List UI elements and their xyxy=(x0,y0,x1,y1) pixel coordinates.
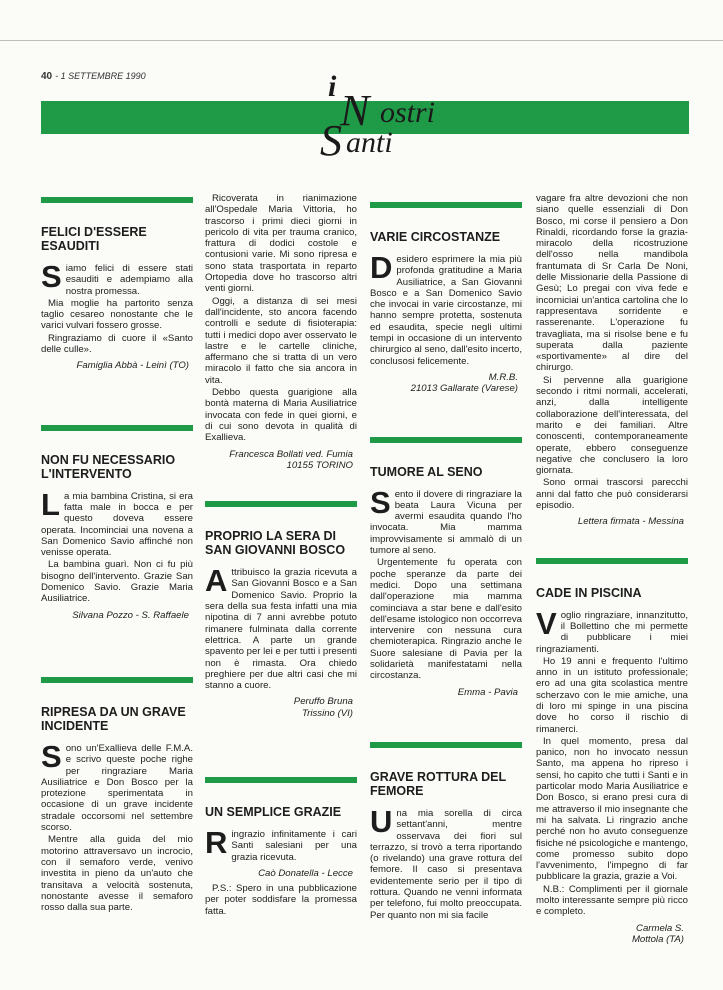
logo-part-n: N xyxy=(340,86,370,135)
article-proprio-la-sera xyxy=(205,529,357,719)
article-paragraph: Siamo felici di essere stati esauditi e adempiamo alla nostra promessa. xyxy=(41,259,193,297)
article-signature: Lettera firmata - Messina xyxy=(577,516,684,528)
article-tumore-al-seno xyxy=(370,465,522,698)
article-paragraph: Sono un'Exallieva delle F.M.A. e scrivo queste poche righe per ringraziare Maria Ausiliatrice e Don Bosco per la protezione sperimentata in occasione di un grave incidente stradale occorsomi nel settembre scorso. xyxy=(41,738,193,834)
article-paragraph: Ringrazio infinitamente i cari Santi salesiani per una grazia ricevuta. xyxy=(205,824,357,863)
article-felici xyxy=(41,225,193,372)
drop-cap: S xyxy=(41,259,62,294)
article-paragraph: La mia bambina Cristina, si era fatta male in bocca e per questo doveva essere operata. Incominciai una novena a San Domenico Savio affinché non venisse operata. xyxy=(41,486,193,559)
section-bar xyxy=(41,425,193,431)
column-2 xyxy=(205,193,357,918)
article-paragraph: Una mia sorella di circa settant'anni, mentre osservava dei fiori sul terrazzo, si trovò a terra riportando (o rivelando) una grave rottura del femore. Il caso si presentava evidentemente serio per il tipo di rottura. Quando ne venni informata per telefono, fui molto preoccupata. Per quanto non mi sia facile xyxy=(370,803,522,921)
article-paragraph: Ringraziamo di cuore il «Santo delle culle». xyxy=(41,332,193,356)
article-ripresa xyxy=(41,705,193,913)
section-bar xyxy=(370,437,522,443)
article-title: VARIE CIRCOSTANZE xyxy=(370,230,501,244)
section-bar xyxy=(370,742,522,748)
article-signature: Peruffo Bruna xyxy=(293,696,353,708)
article-paragraph: La bambina guarì. Non ci fu più bisogno dell'intervento. Grazie San Domenico Savio. Grazie Maria Ausiliatrice. xyxy=(41,559,193,605)
article-paragraph: Urgentemente fu operata con poche speranze da parte dei medici. Dopo una settimana dall'operazione mia mamma cominciava a star bene e dall'esito dell'esame istologico non occorreva intervenire con nessuna cura chemioterapica. Ringrazio anche le Suore salesiane di Pavia per la solidarietà manifestatami nella circostanza. xyxy=(370,557,522,682)
article-signature: Carmela S. xyxy=(636,922,684,934)
article-signature: Mottola (TA) xyxy=(631,933,684,945)
drop-cap: U xyxy=(370,803,393,839)
column-1 xyxy=(41,197,193,914)
article-grave-rottura-continued xyxy=(536,193,688,528)
article-postscript: P.S.: Spero in una pubblicazione per poter soddisfare la promessa fatta. xyxy=(205,883,357,917)
article-signature: M.R.B. xyxy=(488,371,518,383)
article-paragraph: vagare fra altre devozioni che non siano quelle essenziali di Don Bosco, mi corse il pensiero a Don Rinaldi, ricordando forse la grazia-miracolo della ricostruzione dell'osso nella mandibola frantumata di Sr Carla De Noni, delle Missionarie della Passione di Gesù; Lo pregai con viva fede e incorniciai un'antica cartolina che lo rappresentava sorridente e rasserenante. L'operazione fu travagliata, ma si risolse bene e fu superata dalla paziente «sportivamente» al dire del chirurgo. xyxy=(536,193,688,374)
section-bar xyxy=(41,197,193,203)
top-rule xyxy=(0,40,723,41)
article-paragraph: Mia moglie ha partorito senza taglio cesareo nonostante che le varici vulvari fossero grosse. xyxy=(41,297,193,332)
column-4 xyxy=(536,193,688,945)
article-paragraph: Desidero esprimere la mia più profonda gratitudine a Maria Ausiliatrice, a San Giovanni Bosco e a San Domenico Savio che invocai in varie circostanze, mi hanno sempre protetta, sostenuta ed esaudita, specie negli ultimi tempi in occasione di un intervento chirurgico al seno, dall'esito incerto, conclusosi felicemente. xyxy=(370,250,522,367)
article-non-fu-necessario xyxy=(41,453,193,621)
page-info xyxy=(41,71,146,82)
article-varie-circostanze xyxy=(370,230,522,395)
article-title: NON FU NECESSARIO L'INTERVENTO xyxy=(41,452,176,481)
drop-cap: V xyxy=(536,605,557,641)
article-paragraph: Ricoverata in rianimazione all'Ospedale Maria Vittoria, ho trascorso i primi dieci giorni in pericolo di vita per trauma cranico, frattura di dodici costole e contusioni varie. Mi sono ripresa e sono stata trasportata in reparto Ortopedia dove ho trascorso altri venti giorni. xyxy=(205,193,357,295)
article-title: GRAVE ROTTURA DEL FEMORE xyxy=(370,769,506,798)
article-grave-rottura xyxy=(370,770,522,921)
drop-cap: D xyxy=(370,250,393,285)
drop-cap: R xyxy=(205,824,228,860)
section-logo xyxy=(318,72,450,164)
article-cade-in-piscina xyxy=(536,586,688,946)
article-un-semplice-grazie xyxy=(205,805,357,917)
article-paragraph: Mentre alla guida del mio motorino attraversavo un incrocio, con il semaforo verde, venivo investita in pieno da un'auto che transitava a velocità sostenuta, nonostante avesse il semaforo rosso dalla sua parte. xyxy=(41,834,193,914)
article-ripresa-continued xyxy=(205,193,357,471)
article-signature: Francesca Bollati ved. Fumia xyxy=(229,448,353,460)
section-bar xyxy=(370,202,522,208)
issue-date: - 1 SETTEMBRE 1990 xyxy=(55,71,146,81)
section-bar xyxy=(41,677,193,683)
page-number: 40 xyxy=(41,71,53,82)
drop-cap: L xyxy=(41,486,60,522)
article-signature: Trissino (VI) xyxy=(302,707,353,719)
article-title: UN SEMPLICE GRAZIE xyxy=(205,804,342,819)
article-title: RIPRESA DA UN GRAVE INCIDENTE xyxy=(41,704,186,733)
article-paragraph: Sento il dovere di ringraziare la beata Laura Vicuna per avermi esaudita quando l'ho invocata. Mia mamma improvvisamente si ammalò di un tumore al seno. xyxy=(370,484,522,557)
article-paragraph: Voglio ringraziare, innanzitutto, il Bollettino che mi permette di pubblicare i miei ringraziamenti. xyxy=(536,605,688,655)
article-signature: 21013 Gallarate (Varese) xyxy=(410,383,518,395)
article-signature: Silvana Pozzo - S. Raffaele xyxy=(72,609,189,621)
section-bar xyxy=(536,558,688,564)
drop-cap: S xyxy=(370,484,391,520)
article-paragraph: N.B.: Complimenti per il giornale molto interessante sempre più ricco e completo. xyxy=(536,883,688,918)
article-paragraph: In quel momento, presa dal panico, non ho invocato nessun Santo, ma appena ho ripreso i sensi, ho capito che tutti i Santi e in particolar modo Maria Ausiliatrice e Don Bosco, si erano presi cura di me attraverso il mio insegnante che mi ha salvata. Li ringrazio anche perché non ho avuto conseguenze fisiche né psicologiche e mantengo, come promesso subito dopo l'avvenimento, l'impegno di far pubblicare la grazia, grazie a Voi. xyxy=(536,735,688,883)
article-paragraph: Ho 19 anni e frequento l'ultimo anno in un istituto professionale; ero ad una gita scolastica mentre scherzavo con le mie amiche, una di loro mi spinge in una piscina dove ho corso il rischio di rimanerci. xyxy=(536,655,688,735)
article-signature: 10155 TORINO xyxy=(286,459,353,471)
article-signature: Caò Donatella - Lecce xyxy=(258,867,353,879)
logo-part-i: i xyxy=(328,70,337,103)
article-paragraph: Si pervenne alla guarigione secondo i ritmi normali, accelerati, anzi, dalla intelligente collaborazione dell'interessata, del marito e dei familiari. Altre conoscenti, contemporaneamente operate, ebbero conseguenze negative che conclusero la loro giornata. xyxy=(536,374,688,477)
article-signature: Emma - Pavia xyxy=(457,686,518,698)
article-title: CADE IN PISCINA xyxy=(536,585,642,600)
article-paragraph: Sono ormai trascorsi parecchi anni dal fatto che può considerarsi episodio. xyxy=(536,477,688,512)
logo-part-ostri: ostri xyxy=(380,96,436,129)
article-paragraph: Attribuisco la grazia ricevuta a San Giovanni Bosco e a San Domenico Savio. Proprio la sera della sua festa infatti una mia nipotina di 7 anni avrebbe potuto rimanere fulminata dalla corrente elettrica. A parte un grande spavento per lei e per tutti i presenti non è rimasta. Ora chiedo preghiere per due altri casi che mi stanno a cuore. xyxy=(205,563,357,692)
article-paragraph: Debbo questa guarigione alla bontà materna di Maria Ausiliatrice invocata con fede in quei giorni, e di cui sono devota in qualità di Exallieva. xyxy=(205,387,357,444)
article-signature: Famiglia Abbà - Leinì (TO) xyxy=(76,360,189,372)
logo-part-s: S xyxy=(320,116,342,165)
section-bar xyxy=(205,777,357,783)
drop-cap: S xyxy=(41,738,62,774)
drop-cap: A xyxy=(205,563,228,599)
section-bar xyxy=(205,501,357,507)
article-paragraph: Oggi, a distanza di sei mesi dall'incidente, sto ancora facendo controlli e sedute di fisioterapia: tutti i medici dopo aver osservato le lastre e le cartelle cliniche, affermano che si tratta di un vero miracolo il fatto che sia ancora in vita. xyxy=(205,295,357,386)
article-title: FELICI D'ESSERE ESAUDITI xyxy=(41,225,147,253)
article-title: PROPRIO LA SERA DI SAN GIOVANNI BOSCO xyxy=(205,529,346,558)
logo-part-anti: anti xyxy=(346,126,393,159)
column-3 xyxy=(370,202,522,922)
article-title: TUMORE AL SENO xyxy=(370,464,483,479)
